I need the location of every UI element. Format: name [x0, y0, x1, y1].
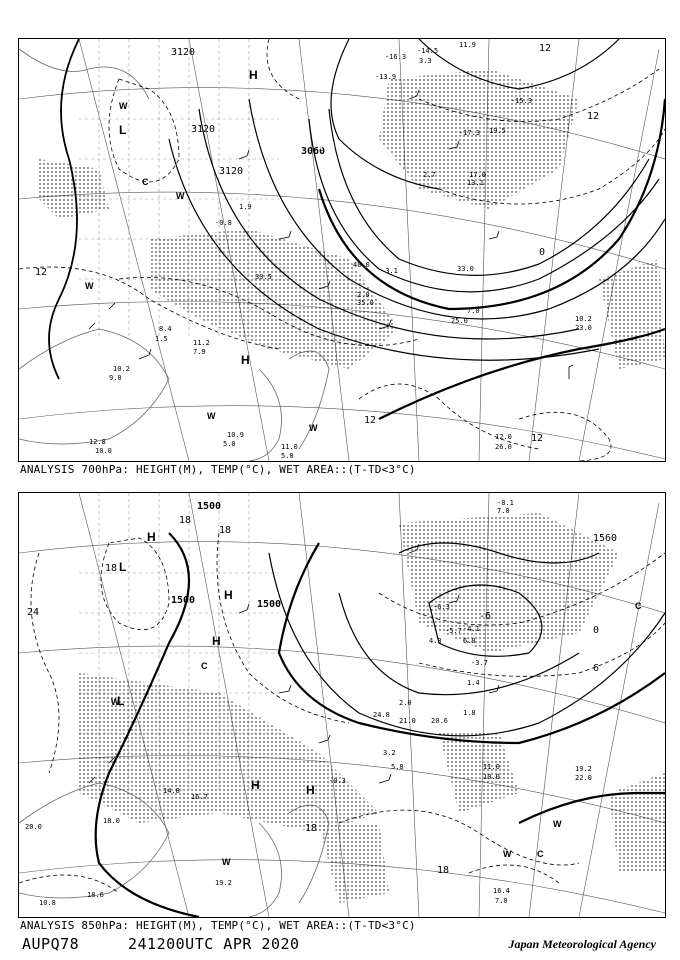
height-label: 3120 [171, 47, 196, 58]
height-label: 1500 [197, 501, 222, 512]
station-value: 20.0 [25, 823, 42, 831]
station-value: -6.3 [433, 603, 450, 611]
isotherm-label: 24 [27, 607, 40, 618]
isotherm-label: 12 [587, 111, 600, 122]
high-center: H [241, 353, 250, 367]
isotherm-label: 12 [364, 415, 377, 426]
isotherm-label: 12 [35, 267, 48, 278]
wet-areas [79, 513, 665, 903]
station-value: 14.8 [163, 787, 180, 795]
isotherm-label: 18 [179, 515, 192, 526]
station-value: 22.0 [575, 774, 592, 782]
isotherm-label: 18 [305, 823, 318, 834]
station-value: 11.0 [483, 763, 500, 771]
station-value: 6.0 [463, 637, 476, 645]
high-center: H [224, 588, 233, 602]
low-center: L [119, 560, 127, 574]
station-value: 13.1 [467, 179, 484, 187]
station-value: 10.0 [95, 447, 112, 455]
station-value: 5.0 [281, 452, 294, 460]
high-center: H [212, 634, 221, 648]
isotherm-label: 6 [593, 663, 600, 674]
height-label: 1500 [171, 595, 196, 606]
valid-time: 241200UTC APR 2020 [128, 935, 300, 953]
station-value: 12.8 [89, 438, 106, 446]
station-value: -0.8 [215, 219, 232, 227]
station-value: 18.0 [103, 817, 120, 825]
high-center: H [306, 783, 315, 797]
cold-center: C [201, 661, 208, 671]
map-850hpa-canvas [19, 493, 665, 917]
map-700hpa-canvas [19, 39, 665, 461]
station-value: 10.8 [39, 899, 56, 907]
warm-center: W [176, 191, 185, 201]
station-value: 7.0 [495, 897, 508, 905]
low-center: L [117, 694, 125, 708]
warm-center: W [222, 857, 231, 867]
warm-center: W [85, 281, 94, 291]
warm-center: W [207, 411, 216, 421]
high-center: H [147, 530, 156, 544]
isotherm-label: 18 [219, 525, 232, 536]
warm-center: W [111, 697, 120, 707]
height-label: 3060 [317, 141, 342, 152]
station-value: 11.9 [459, 41, 476, 49]
station-value: -16.3 [385, 53, 407, 61]
station-value: -14.5 [417, 47, 439, 55]
station-value: 7.0 [467, 307, 480, 315]
isotherm-label: -6 [479, 611, 492, 622]
station-value: 18.6 [87, 891, 104, 899]
station-value: 40.0 [353, 261, 370, 269]
station-value: 10.0 [483, 773, 500, 781]
isotherm-label: 18 [437, 865, 450, 876]
chart-code: AUPQ78 [22, 935, 80, 953]
station-value: 1.4 [467, 679, 480, 687]
station-value: -5.7 [445, 627, 462, 635]
station-value: 21.0 [399, 717, 416, 725]
station-value: 23.0 [575, 324, 592, 332]
map-700hpa [18, 38, 666, 462]
height-label: 3060 [301, 146, 326, 157]
station-value: 3.3 [419, 57, 432, 65]
station-value: 1.5 [155, 335, 168, 343]
warm-center: W [119, 101, 128, 111]
isotherm-label: 0 [593, 625, 600, 636]
isotherm-label: 12 [531, 433, 544, 444]
station-value: 1.8 [463, 709, 476, 717]
station-value: 33.5 [255, 273, 272, 281]
station-value: 12.0 [495, 433, 512, 441]
station-value: 2.0 [399, 699, 412, 707]
station-value: -3.1 [381, 267, 398, 275]
panel-caption: ANALYSIS 700hPa: HEIGHT(M), TEMP(°C), WET AREA::(T-TD<3°C) [20, 463, 416, 476]
station-value: -17.3 [459, 129, 481, 137]
station-value: 8.4 [159, 325, 172, 333]
cold-center: C [537, 849, 544, 859]
station-value: 9.0 [109, 374, 122, 382]
station-value: -0.3 [329, 777, 346, 785]
station-value: 5.0 [223, 440, 236, 448]
station-value: 20.6 [431, 717, 448, 725]
wet-areas [39, 69, 665, 369]
station-value: 11.0 [281, 443, 298, 451]
low-center: L [119, 123, 127, 137]
station-value: 10.2 [575, 315, 592, 323]
station-value: -13.9 [375, 73, 397, 81]
cold-center: C [142, 177, 149, 187]
station-value: 7.0 [497, 507, 510, 515]
panel-caption: ANALYSIS 850hPa: HEIGHT(M), TEMP(°C), WET AREA::(T-TD<3°C) [20, 919, 416, 932]
isotherm-label: 12 [539, 43, 552, 54]
isotherm-label: 18 [105, 563, 118, 574]
station-value: 1.9 [239, 203, 252, 211]
station-value: 16.7 [191, 793, 208, 801]
height-label: 1500 [257, 599, 282, 610]
station-value: 10.2 [113, 365, 130, 373]
station-value: 2.0 [357, 291, 370, 299]
station-value: 7.9 [193, 348, 206, 356]
station-value: 19.2 [215, 879, 232, 887]
station-value: 24.8 [373, 711, 390, 719]
warm-center: W [553, 819, 562, 829]
agency-name: Japan Meteorological Agency [508, 937, 656, 951]
warm-center: W [309, 423, 318, 433]
station-value: 17.0 [469, 171, 486, 179]
station-value: 19.5 [489, 127, 506, 135]
station-value: 35.0 [357, 299, 374, 307]
station-value: 25.0 [451, 317, 468, 325]
map-850hpa [18, 492, 666, 918]
station-value: 3.2 [383, 749, 396, 757]
station-value: 4.3 [429, 637, 442, 645]
station-value: -4.1 [463, 625, 480, 633]
isotherm-label: 0 [539, 247, 546, 258]
station-value: 11.2 [193, 339, 210, 347]
station-value: 2.7 [423, 171, 436, 179]
cold-center: C [635, 601, 642, 611]
station-value: -15.3 [511, 97, 533, 105]
station-value: 26.0 [495, 443, 512, 451]
station-value: -3.7 [471, 659, 488, 667]
warm-center: W [503, 849, 512, 859]
high-center: H [251, 778, 260, 792]
station-value: 19.2 [575, 765, 592, 773]
station-value: 16.4 [493, 887, 510, 895]
station-value: 10.9 [227, 431, 244, 439]
height-label: 3120 [191, 124, 216, 135]
height-label: 1560 [593, 533, 618, 544]
height-label: 3120 [219, 166, 244, 177]
station-value: 5.8 [391, 763, 404, 771]
station-value: -8.1 [497, 499, 514, 507]
station-value: 33.0 [457, 265, 474, 273]
high-center: H [249, 68, 258, 82]
